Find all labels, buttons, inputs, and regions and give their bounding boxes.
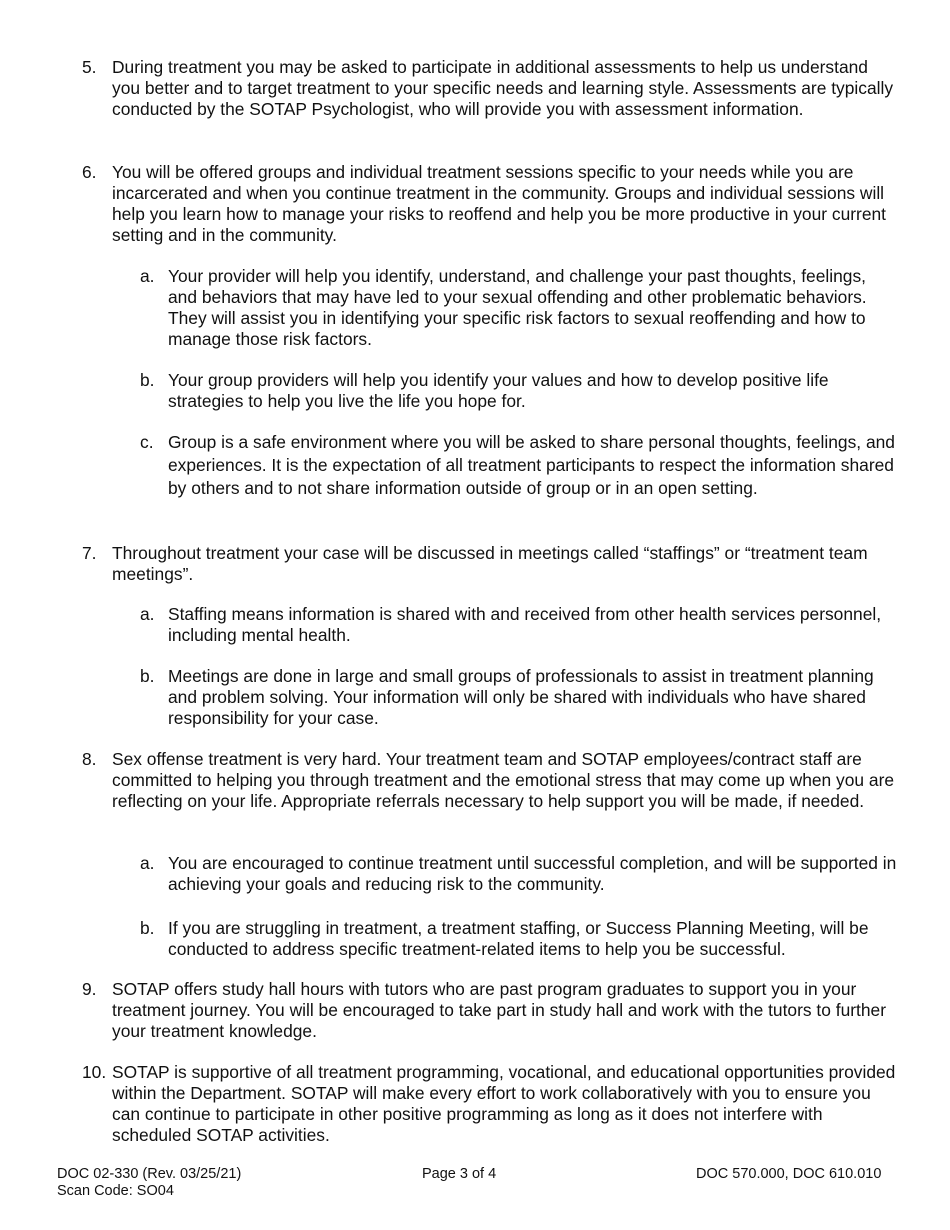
item-number: 6. [82, 162, 97, 182]
sub-item-7a [140, 604, 897, 646]
policy-references: DOC 570.000, DOC 610.010 [696, 1166, 882, 1182]
sub-item-text: Your provider will help you identify, understand, and challenge your past thoughts, feelings, and behaviors that may have led to your sexual offending and other problematic behaviors. They will assist you in identifying your specific risk factors to sexual reoffending and how to manage those risk factors. [168, 266, 867, 349]
sub-item-letter: b. [140, 666, 155, 686]
item-number: 9. [82, 979, 97, 999]
sub-item-7b [140, 666, 897, 729]
sub-item-letter: b. [140, 370, 155, 390]
sub-item-6b [140, 370, 897, 412]
sub-item-6c [140, 431, 897, 500]
sub-item-text: If you are struggling in treatment, a treatment staffing, or Success Planning Meeting, will be conducted to address specific treatment-related items to help you be successful. [168, 918, 869, 959]
sub-item-letter: a. [140, 266, 155, 286]
footer-form-info [57, 1166, 241, 1200]
sub-item-text: Your group providers will help you identify your values and how to develop positive life strategies to help you live the life you hope for. [168, 370, 829, 411]
item-text: SOTAP offers study hall hours with tutors who are past program graduates to support you in your treatment journey. You will be encouraged to take part in study hall and work with the tutors to further your treatment knowledge. [112, 979, 887, 1041]
sub-item-letter: b. [140, 918, 155, 938]
item-text: Throughout treatment your case will be discussed in meetings called “staffings” or “treatment team meetings”. [112, 543, 868, 584]
sub-item-6a [140, 266, 897, 350]
list-item-9 [82, 979, 897, 1042]
item-number: 7. [82, 543, 97, 563]
item-text: You will be offered groups and individual treatment sessions specific to your needs while you are incarcerated and when you continue treatment in the community. Groups and individual sessions will help you learn how to manage your risks to reoffend and help you be more productive in your current setting and in the community. [112, 162, 887, 245]
sub-item-letter: c. [140, 432, 154, 452]
form-id: DOC 02-330 (Rev. 03/25/21) [57, 1166, 242, 1182]
list-item-5 [82, 57, 897, 120]
item-number: 5. [82, 57, 97, 77]
item-text: SOTAP is supportive of all treatment programming, vocational, and educational opportunities provided within the Department. SOTAP will make every effort to work collaboratively with you to ensure you can continue to participate in other positive programming as long as it does not interfere with scheduled SOTAP activities. [112, 1062, 896, 1145]
sub-item-text: Meetings are done in large and small groups of professionals to assist in treatment planning and problem solving. Your information will only be shared with individuals who have shared responsibility for your case. [168, 666, 874, 728]
list-item-7 [82, 543, 897, 585]
item-number: 10. [82, 1062, 107, 1082]
sub-item-letter: a. [140, 604, 155, 624]
item-number: 8. [82, 749, 97, 769]
list-item-6 [82, 162, 897, 246]
page-number: Page 3 of 4 [422, 1166, 497, 1182]
sub-item-text: Group is a safe environment where you will be asked to share personal thoughts, feelings, and experiences. It is the expectation of all treatment participants to respect the information shared by others and to not share information outside of group or in an open setting. [168, 432, 895, 498]
item-text: During treatment you may be asked to participate in additional assessments to help us understand you better and to target treatment to your specific needs and learning style. Assessments are typically conducted by the SOTAP Psychologist, who will provide you with assessment information. [112, 57, 894, 119]
scan-code: Scan Code: SO04 [57, 1183, 174, 1199]
list-item-10 [82, 1062, 897, 1146]
sub-item-8b [140, 918, 897, 960]
sub-item-text: Staffing means information is shared with and received from other health services personnel, including mental health. [168, 604, 882, 645]
sub-item-letter: a. [140, 853, 155, 873]
item-text: Sex offense treatment is very hard. Your treatment team and SOTAP employees/contract staff are committed to helping you through treatment and the emotional stress that may come up when you are reflecting on your life. Appropriate referrals necessary to help support you will be made, if needed. [112, 749, 895, 811]
sub-item-text: You are encouraged to continue treatment until successful completion, and will be supported in achieving your goals and reducing risk to the community. [168, 853, 897, 894]
list-item-8 [82, 749, 897, 812]
sub-item-8a [140, 853, 897, 895]
